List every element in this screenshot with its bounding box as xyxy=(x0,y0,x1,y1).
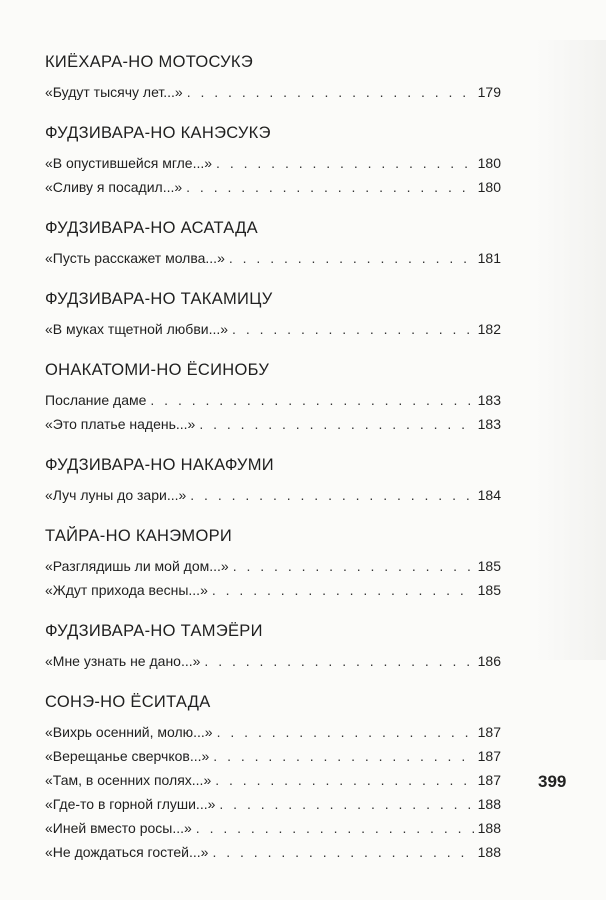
dot-leader xyxy=(232,317,474,341)
entry-page: 188 xyxy=(477,796,501,812)
entry-title: «Пусть расскажет молва...» xyxy=(45,250,225,266)
toc-section xyxy=(45,123,501,199)
author-heading: КИЁХАРА-НО МОТОСУКЭ xyxy=(45,53,254,71)
entry-page: 187 xyxy=(477,772,501,788)
toc-entry[interactable] xyxy=(45,80,501,104)
author-heading: ФУДЗИВАРА-НО НАКАФУМИ xyxy=(45,456,274,474)
entry-page: 188 xyxy=(477,820,501,836)
entry-page: 184 xyxy=(477,487,501,503)
dot-leader xyxy=(215,768,473,792)
author-heading: ОНАКАТОМИ-НО ЁСИНОБУ xyxy=(45,361,270,379)
author-heading: ФУДЗИВАРА-НО ТАМЭЁРИ xyxy=(45,622,263,640)
dot-leader xyxy=(213,744,473,768)
toc-section xyxy=(45,52,501,104)
entry-title: «В опустившейся мгле...» xyxy=(45,155,213,171)
entry-page: 187 xyxy=(477,724,501,740)
entry-page: 188 xyxy=(477,844,501,860)
toc-entry[interactable] xyxy=(45,175,501,199)
toc-section xyxy=(45,455,501,507)
entry-page: 187 xyxy=(477,748,501,764)
entry-page: 180 xyxy=(477,179,501,195)
table-of-contents xyxy=(45,52,501,883)
entry-page: 181 xyxy=(477,250,501,266)
toc-entry[interactable] xyxy=(45,649,501,673)
entry-title: Послание даме xyxy=(45,392,147,408)
toc-entry[interactable] xyxy=(45,840,501,864)
author-heading: ТАЙРА-НО КАНЭМОРИ xyxy=(45,527,233,545)
toc-section xyxy=(45,289,501,341)
entry-title: «Сливу я посадил...» xyxy=(45,179,183,195)
author-heading: ФУДЗИВАРА-НО КАНЭСУКЭ xyxy=(45,124,271,142)
dot-leader xyxy=(233,554,474,578)
entry-page: 179 xyxy=(477,84,501,100)
dot-leader xyxy=(219,792,473,816)
dot-leader xyxy=(229,246,474,270)
dot-leader xyxy=(186,175,473,199)
entry-page: 182 xyxy=(477,321,501,337)
entry-title: «Верещанье сверчков...» xyxy=(45,748,210,764)
toc-entry[interactable] xyxy=(45,816,501,840)
dot-leader xyxy=(204,649,473,673)
toc-entry[interactable] xyxy=(45,151,501,175)
entry-page: 180 xyxy=(477,155,501,171)
toc-entry[interactable] xyxy=(45,720,501,744)
entry-title: «Не дождаться гостей...» xyxy=(45,844,209,860)
dot-leader xyxy=(190,483,473,507)
dot-leader xyxy=(212,840,473,864)
toc-section xyxy=(45,621,501,673)
dot-leader xyxy=(217,720,474,744)
dot-leader xyxy=(187,80,474,104)
toc-entry[interactable] xyxy=(45,744,501,768)
entry-page: 186 xyxy=(477,653,501,669)
entry-page: 183 xyxy=(477,416,501,432)
entry-title: «В муках тщетной любви...» xyxy=(45,321,229,337)
entry-title: «Луч луны до зари...» xyxy=(45,487,187,503)
toc-entry[interactable] xyxy=(45,317,501,341)
facing-page-bleed xyxy=(536,40,606,660)
dot-leader xyxy=(150,388,473,412)
entry-title: «Мне узнать не дано...» xyxy=(45,653,201,669)
dot-leader xyxy=(199,412,473,436)
toc-section xyxy=(45,360,501,436)
entry-title: «Разглядишь ли мой дом...» xyxy=(45,558,229,574)
toc-entry[interactable] xyxy=(45,768,501,792)
author-heading: СОНЭ-НО ЁСИТАДА xyxy=(45,693,211,711)
entry-title: «Вихрь осенний, молю...» xyxy=(45,724,213,740)
dot-leader xyxy=(212,578,474,602)
toc-entry[interactable] xyxy=(45,246,501,270)
entry-page: 183 xyxy=(477,392,501,408)
page-number: 399 xyxy=(538,772,567,791)
entry-page: 185 xyxy=(477,582,501,598)
toc-entry[interactable] xyxy=(45,388,501,412)
entry-title: «Где-то в горной глуши...» xyxy=(45,796,216,812)
entry-title: «Это платье надень...» xyxy=(45,416,196,432)
entry-title: «Ждут прихода весны...» xyxy=(45,582,208,598)
toc-entry[interactable] xyxy=(45,483,501,507)
entry-title: «Там, в осенних полях...» xyxy=(45,772,212,788)
entry-title: «Будут тысячу лет...» xyxy=(45,84,183,100)
toc-entry[interactable] xyxy=(45,554,501,578)
toc-section xyxy=(45,218,501,270)
dot-leader xyxy=(196,816,474,840)
author-heading: ФУДЗИВАРА-НО АСАТАДА xyxy=(45,219,258,237)
author-heading: ФУДЗИВАРА-НО ТАКАМИЦУ xyxy=(45,290,273,308)
entry-title: «Иней вместо росы...» xyxy=(45,820,192,836)
toc-entry[interactable] xyxy=(45,412,501,436)
toc-entry[interactable] xyxy=(45,792,501,816)
toc-section xyxy=(45,692,501,864)
dot-leader xyxy=(216,151,474,175)
entry-page: 185 xyxy=(477,558,501,574)
toc-entry[interactable] xyxy=(45,578,501,602)
toc-section xyxy=(45,526,501,602)
